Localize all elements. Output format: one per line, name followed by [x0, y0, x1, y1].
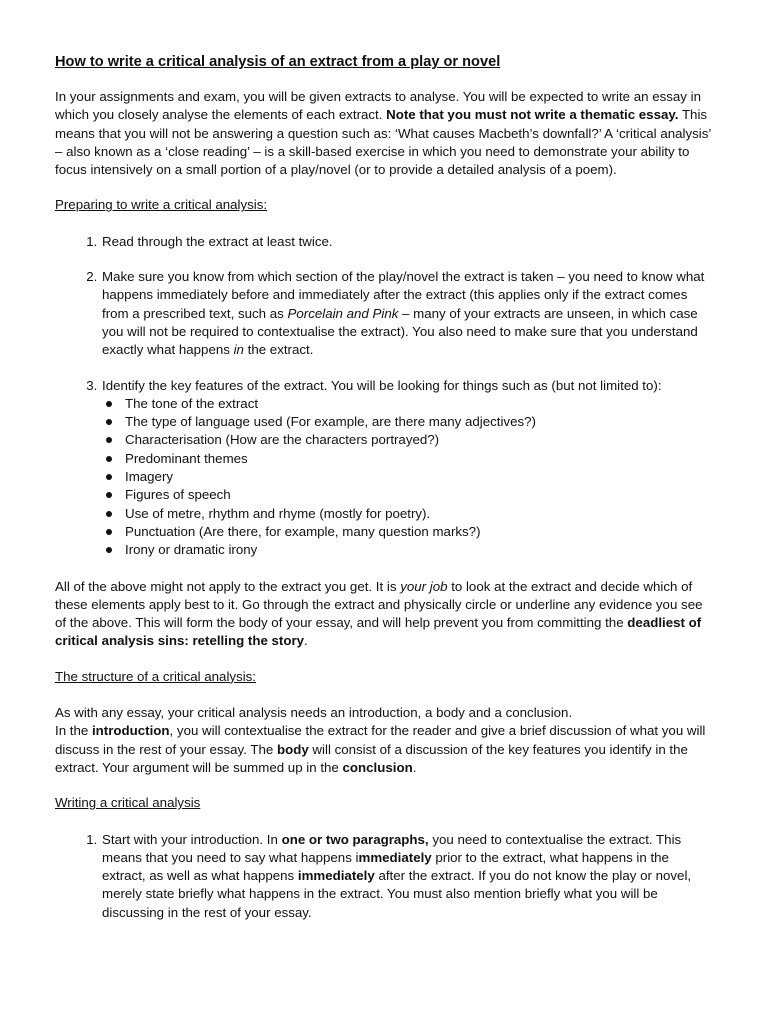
- intro-emphasis: Note that you must not write a thematic essay.: [386, 107, 679, 123]
- intro-paragraph: In your assignments and exam, you will be given extracts to analyse. You will be expected to write an essay in which you closely analyse the elements of each extract. Note that you must not write a thematic essay. This means that you will not be answering a question such as: ‘What causes Macbeth’s downfall?’ A ‘critical analysis’ – also known as a ‘close reading’ – is a skill-based exercise in which you need to demonstrate your ability to focus intensively on a small portion of a play/novel (or to provide a detailed analysis of a poem).: [55, 89, 711, 178]
- list-item: Irony or dramatic irony: [125, 541, 712, 559]
- writing-heading: Writing a critical analysis: [55, 795, 201, 811]
- list-item: Use of metre, rhythm and rhyme (mostly for poetry).: [125, 505, 712, 523]
- list-item: Characterisation (How are the characters portrayed?): [125, 431, 712, 449]
- preparing-step-1: 1. Read through the extract at least twice.: [101, 233, 712, 251]
- document-title: How to write a critical analysis of an extract from a play or novel: [55, 54, 501, 70]
- preparing-step-3: 3. Identify the key features of the extract. You will be looking for things such as (but not limited to): The tone of the extract The type of language used (For example, are there many adjectives?) Characterisation (How are the characters portrayed?) Predominant themes Imagery Figures of speech Use of metre, rhythm and rhyme (mostly for poetry). Punctuation (Are there, for example, many question marks?) Irony or dramatic irony: [101, 377, 712, 560]
- writing-step-1: 1. Start with your introduction. In one or two paragraphs, you need to contextualise the extract. This means that you need to say what happens immediately prior to the extract, what happens in the extract, as well as what happens immediately after the extract. If you do not know the play or novel, merely state briefly what happens in the extract. You must also mention briefly what you will be discussing in the rest of your essay.: [101, 831, 712, 922]
- preparing-step-2: 2. Make sure you know from which section of the play/novel the extract is taken – you need to know what happens immediately before and immediately after the extract (this applies only if the extract comes from a prescribed text, such as Porcelain and Pink – many of your extracts are unseen, in which case you will not be required to contextualise the extract). You also need to make sure that you understand exactly what happens in the extract.: [101, 268, 712, 359]
- list-item: Predominant themes: [125, 450, 712, 468]
- writing-steps: [55, 831, 712, 922]
- key-features-list: [102, 395, 712, 560]
- structure-paragraph-1: As with any essay, your critical analysis needs an introduction, a body and a conclusion.: [55, 705, 573, 721]
- list-item: The type of language used (For example, are there many adjectives?): [125, 413, 712, 431]
- list-item: Punctuation (Are there, for example, many question marks?): [125, 523, 712, 541]
- apply-emphasis: deadliest of critical analysis sins: retelling the story: [55, 615, 702, 649]
- list-item: The tone of the extract: [125, 395, 712, 413]
- structure-heading: The structure of a critical analysis:: [55, 668, 257, 684]
- preparing-heading: Preparing to write a critical analysis:: [55, 197, 268, 213]
- structure-paragraph-2: In the introduction, you will contextualise the extract for the reader and give a brief discussion of what you will discuss in the rest of your essay. The body will consist of a discussion of the key features you identify in the extract. Your argument will be summed up in the conclusion.: [55, 723, 706, 775]
- list-item: Figures of speech: [125, 486, 712, 504]
- apply-paragraph: All of the above might not apply to the extract you get. It is your job to look at the extract and decide which of these elements apply best to it. Go through the extract and physically circle or underline any evidence you see of the above. This will form the body of your essay, and will help prevent you from committing the deadliest of critical analysis sins: retelling the story.: [55, 578, 703, 649]
- list-item: Imagery: [125, 468, 712, 486]
- preparing-steps: [55, 233, 712, 560]
- prescribed-text-title: Porcelain and Pink: [287, 305, 399, 321]
